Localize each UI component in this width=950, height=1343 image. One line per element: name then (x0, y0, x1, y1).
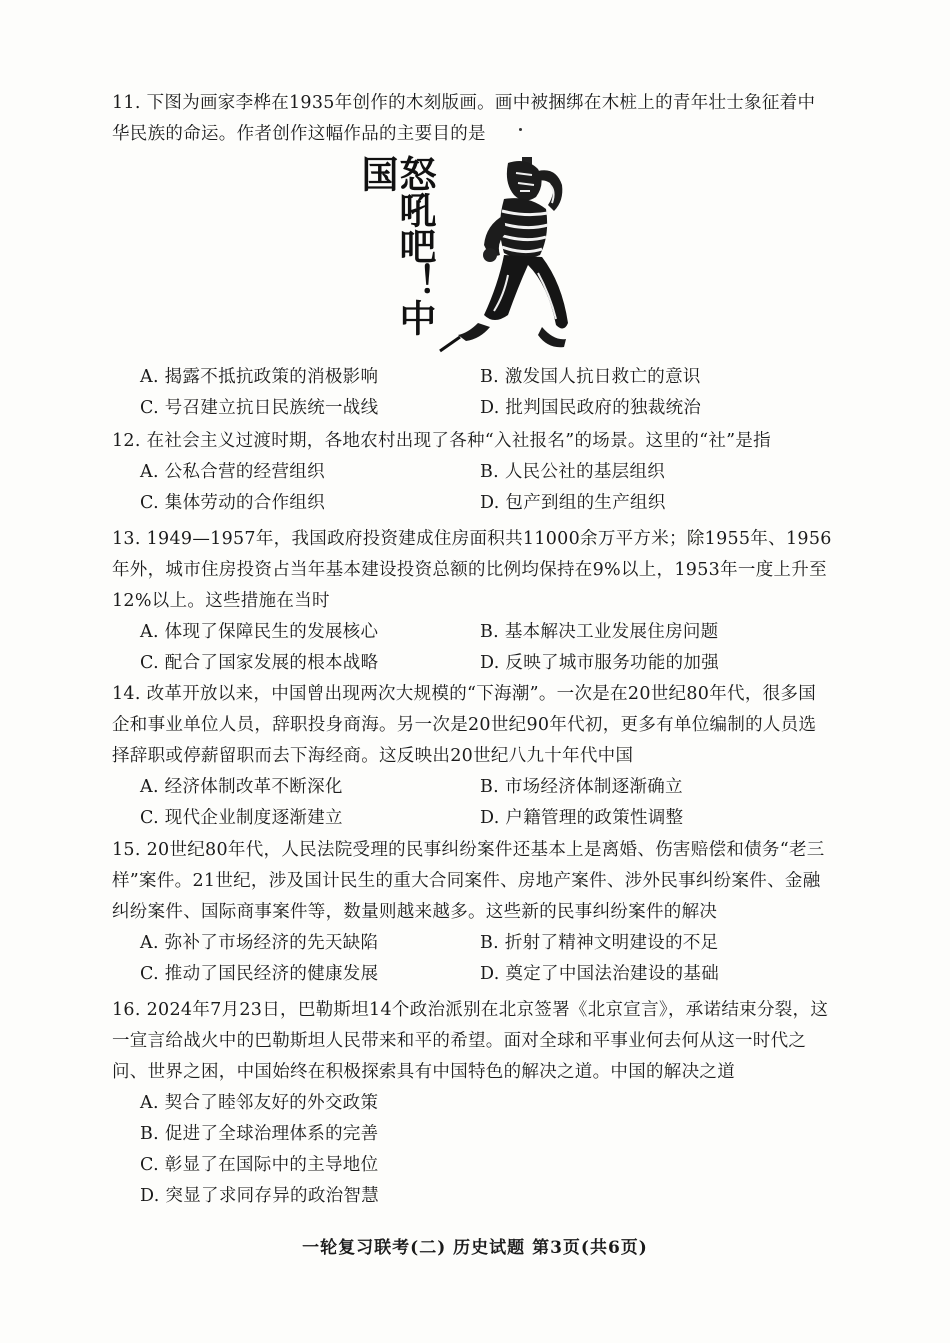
option-row (112, 928, 832, 959)
option-b[interactable]: B. 激发国人抗日救亡的意识 (480, 367, 701, 387)
option-c[interactable]: C. 配合了国家发展的根本战略 (140, 653, 379, 673)
option-c[interactable]: C. 现代企业制度逐渐建立 (140, 808, 343, 828)
option-row (112, 648, 832, 679)
option-b[interactable]: B. 折射了精神文明建设的不足 (480, 933, 719, 953)
option-row (112, 393, 832, 424)
option-d[interactable]: D. 反映了城市服务功能的加强 (480, 653, 720, 673)
option-b[interactable]: B. 人民公社的基层组织 (480, 462, 666, 482)
question-stem: 11. 下图为画家李桦在1935年创作的木刻版画。画中被捆绑在木桩上的青年壮士象征着中华民族的命运。作者创作这幅作品的主要目的是 (112, 93, 816, 144)
woodcut-caption: 怒吼吧！中国 (355, 155, 437, 335)
option-b[interactable]: B. 市场经济体制逐渐确立 (480, 777, 683, 797)
woodcut-image (438, 155, 568, 355)
question-11-options (112, 362, 832, 424)
stray-dot (519, 128, 522, 131)
option-c[interactable]: C. 推动了国民经济的健康发展 (140, 964, 379, 984)
question-14 (112, 679, 832, 834)
question-12 (112, 426, 832, 519)
option-row (112, 617, 832, 648)
option-a[interactable]: A. 契合了睦邻友好的外交政策 (140, 1093, 379, 1113)
option-row (112, 457, 832, 488)
option-d[interactable]: D. 突显了求同存异的政治智慧 (140, 1186, 380, 1206)
question-stem: 16. 2024年7月23日，巴勒斯坦14个政治派别在北京签署《北京宣言》，承诺结束分裂，这一宣言给战火中的巴勒斯坦人民带来和平的希望。面对全球和平事业何去何从这一时代之问、世界之困，中国始终在积极探索具有中国特色的解决之道。中国的解决之道 (112, 1000, 829, 1082)
option-d[interactable]: D. 户籍管理的政策性调整 (480, 808, 684, 828)
option-row (112, 803, 832, 834)
option-a[interactable]: A. 公私合营的经营组织 (140, 462, 325, 482)
option-row (112, 959, 832, 990)
option-b[interactable]: B. 基本解决工业发展住房问题 (480, 622, 719, 642)
option-a[interactable]: A. 经济体制改革不断深化 (140, 777, 343, 797)
page-footer: 一轮复习联考(二) 历史试题 第3页(共6页) (302, 1238, 648, 1258)
option-a[interactable]: A. 揭露不抵抗政策的消极影响 (140, 367, 379, 387)
woodcut-figure (355, 155, 568, 355)
option-a[interactable]: A. 体现了保障民生的发展核心 (140, 622, 379, 642)
option-a[interactable]: A. 弥补了市场经济的先天缺陷 (140, 933, 379, 953)
question-stem: 12. 在社会主义过渡时期，各地农村出现了各种“入社报名”的场景。这里的“社”是指 (112, 431, 771, 451)
option-row (112, 772, 832, 803)
question-11 (112, 88, 832, 150)
option-b[interactable]: B. 促进了全球治理体系的完善 (140, 1124, 379, 1144)
option-c[interactable]: C. 集体劳动的合作组织 (140, 493, 325, 513)
option-row (112, 488, 832, 519)
option-d[interactable]: D. 批判国民政府的独裁统治 (480, 398, 702, 418)
option-d[interactable]: D. 包产到组的生产组织 (480, 493, 666, 513)
option-list (112, 1088, 832, 1212)
option-d[interactable]: D. 奠定了中国法治建设的基础 (480, 964, 720, 984)
question-13 (112, 524, 832, 679)
question-15 (112, 835, 832, 990)
option-c[interactable]: C. 彰显了在国际中的主导地位 (140, 1155, 379, 1175)
question-stem: 14. 改革开放以来，中国曾出现两次大规模的“下海潮”。一次是在20世纪80年代，很多国企和事业单位人员，辞职投身商海。另一次是20世纪90年代初，更多有单位编制的人员选择辞职或停薪留职而去下海经商。这反映出20世纪八九十年代中国 (112, 684, 817, 766)
option-c[interactable]: C. 号召建立抗日民族统一战线 (140, 398, 379, 418)
question-16 (112, 995, 832, 1212)
question-stem: 13. 1949—1957年，我国政府投资建成住房面积共11000余万平方米；除1955年、1956年外，城市住房投资占当年基本建设投资总额的比例均保持在9%以上，1953年一度上升至12%以上。这些措施在当时 (112, 529, 832, 611)
option-row (112, 362, 832, 393)
question-stem: 15. 20世纪80年代，人民法院受理的民事纠纷案件还基本上是离婚、伤害赔偿和债务“老三样”案件。21世纪，涉及国计民生的重大合同案件、房地产案件、涉外民事纠纷案件、金融纠纷案件、国际商事案件等，数量则越来越多。这些新的民事纠纷案件的解决 (112, 840, 825, 922)
